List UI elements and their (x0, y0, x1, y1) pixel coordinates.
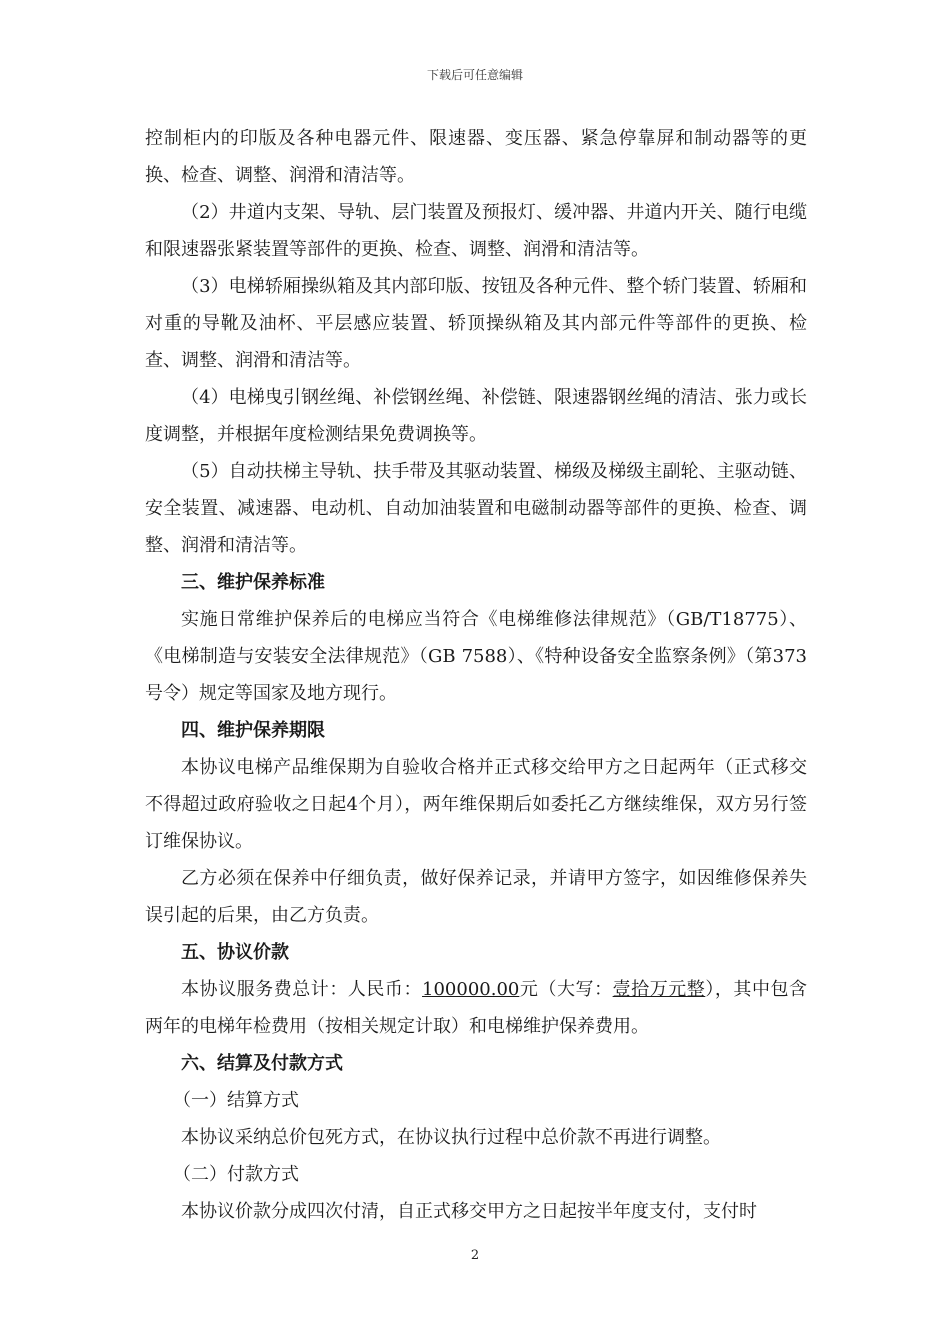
paragraph-item-2: （2）井道内支架、导轨、层门装置及预报灯、缓冲器、井道内开关、随行电缆和限速器张紧装置等部件的更换、检查、调整、润滑和清洁等。 (145, 202, 807, 260)
section-3-text: 实施日常维护保养后的电梯应当符合《电梯维修法律规范》（GB/T18775）、《电梯制造与安装安全法律规范》（GB 7588）、《特种设备安全监察条例》（第373号令）规定等国家及地方现行。 (145, 609, 807, 704)
paragraph-item-3: （3）电梯轿厢操纵箱及其内部印版、按钮及各种元件、整个轿门装置、轿厢和对重的导靴及油杯、平层感应装置、轿顶操纵箱及其内部元件等部件的更换、检查、调整、润滑和清洁等。 (145, 276, 807, 371)
section-6-sub-2: （二）付款方式 (173, 1164, 299, 1185)
price-unit: 元（大写： (519, 979, 613, 1000)
paragraph-continuation: 控制柜内的印版及各种电器元件、限速器、变压器、紧急停靠屏和制动器等的更换、检查、调整、润滑和清洁等。 (145, 128, 807, 186)
document-body (145, 120, 807, 1230)
section-4-heading: 四、维护保养期限 (181, 720, 325, 741)
section-5-heading: 五、协议价款 (181, 942, 289, 963)
section-6-heading: 六、结算及付款方式 (181, 1053, 343, 1074)
section-5-text (145, 971, 807, 1045)
price-amount: 100000.00 (422, 979, 520, 1000)
section-6-sub-2-text: 本协议价款分成四次付清，自正式移交甲方之日起按半年度支付，支付时 (181, 1201, 757, 1222)
page-number: 2 (470, 1248, 480, 1263)
paragraph-item-4: （4）电梯曳引钢丝绳、补偿钢丝绳、补偿链、限速器钢丝绳的清洁、张力或长度调整，并根据年度检测结果免费调换等。 (145, 387, 807, 445)
paragraph-item-5: （5）自动扶梯主导轨、扶手带及其驱动装置、梯级及梯级主副轮、主驱动链、安全装置、减速器、电动机、自动加油装置和电磁制动器等部件的更换、检查、调整、润滑和清洁等。 (145, 461, 807, 556)
section-4-text-2: 乙方必须在保养中仔细负责，做好保养记录，并请甲方签字，如因维修保养失误引起的后果，由乙方负责。 (145, 868, 807, 926)
section-3-heading: 三、维护保养标准 (181, 572, 325, 593)
price-description: ），其中包含两年的电梯年检费用（按相关规定计取）和电梯维护保养费用。 (145, 979, 808, 1037)
price-amount-words: 壹拾万元整 (612, 979, 706, 1000)
section-4-text-1: 本协议电梯产品维保期为自验收合格并正式移交给甲方之日起两年（正式移交不得超过政府验收之日起4个月），两年维保期后如委托乙方继续维保，双方另行签订维保协议。 (145, 757, 807, 852)
price-label: 本协议服务费总计：人民币： (181, 979, 423, 1000)
section-6-sub-1-text: 本协议采纳总价包死方式，在协议执行过程中总价款不再进行调整。 (181, 1127, 721, 1148)
section-6-sub-1: （一）结算方式 (173, 1090, 299, 1111)
page-header: 下载后可任意编辑 (426, 68, 523, 82)
